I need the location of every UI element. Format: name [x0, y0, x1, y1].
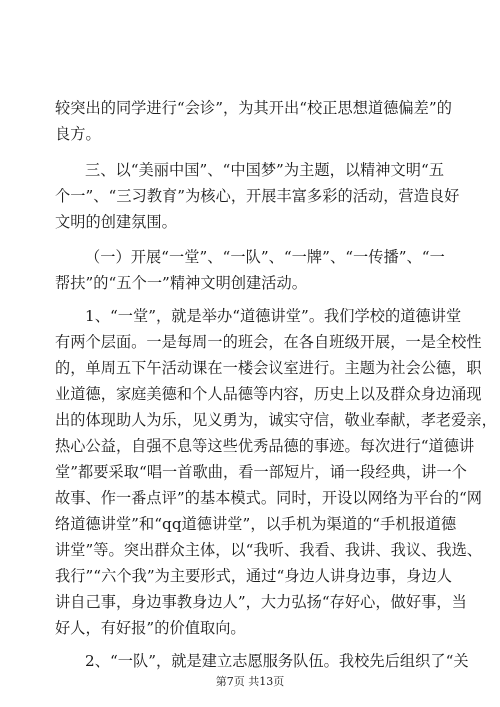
section-heading-line: 文明的创建氛围。	[55, 213, 177, 231]
body-text-line: 有两个层面。一是每周一的班会，在各自班级开展，一是全校性	[55, 333, 482, 351]
body-text-line: 络道德讲堂”和“qq道德讲堂”，以手机为渠道的“手机报道德	[55, 515, 457, 533]
body-text-line: 2、“一队”，就是建立志愿服务队伍。我校先后组织了“关	[85, 652, 469, 670]
body-text-line: 故事、作一番点评”的基本模式。同时，开设以网络为平台的“网	[55, 489, 483, 507]
section-heading-line: 个一”、“三习教育”为核心，开展丰富多彩的活动，营造良好	[55, 187, 460, 205]
body-text-line: 的，单周五下午活动课在一楼会议室进行。主题为社会公德，职	[55, 359, 482, 377]
body-text-line: 好人，有好报”的价值取向。	[55, 619, 246, 637]
body-text-line: 讲堂”等。突出群众主体，以“我听、我看、我讲、我议、我选、	[55, 541, 483, 559]
subsection-heading-line: 帮扶”的“五个一”精神文明创建活动。	[55, 274, 308, 292]
body-text-line: 良方。	[55, 125, 101, 143]
subsection-heading-line: （一）开展“一堂”、“一队”、“一牌”、“一传播”、“一	[85, 248, 445, 266]
body-text-line: 热心公益，自强不息等这些优秀品德的事迹。每次进行“道德讲	[55, 437, 475, 455]
section-heading-line: 三、以“美丽中国”、“中国梦”为主题，以精神文明“五	[85, 161, 445, 179]
body-text-line: 讲自己事，身边事教身边人”，大力弘扬“存好心，做好事，当	[55, 593, 467, 611]
body-text-line: 业道德，家庭美德和个人品德等内容，历史上以及群众身边涌现	[55, 385, 482, 403]
body-text-line: 我行”“六个我”为主要形式，通过“身边人讲身边事，身边人	[55, 567, 452, 585]
body-text-line: 出的体现助人为乐，见义勇为，诚实守信，敬业奉献，孝老爱亲，	[55, 411, 497, 429]
body-text-line: 堂”都要采取“唱一首歌曲，看一部短片，诵一段经典，讲一个	[55, 463, 467, 481]
body-text-line: 较突出的同学进行“会诊”，为其开出“校正思想道德偏差”的	[55, 99, 452, 117]
body-text-line: 1、“一堂”，就是举办“道德讲堂”。我们学校的道德讲堂	[85, 307, 462, 325]
page-number-footer: 第7页 共13页	[215, 675, 285, 688]
